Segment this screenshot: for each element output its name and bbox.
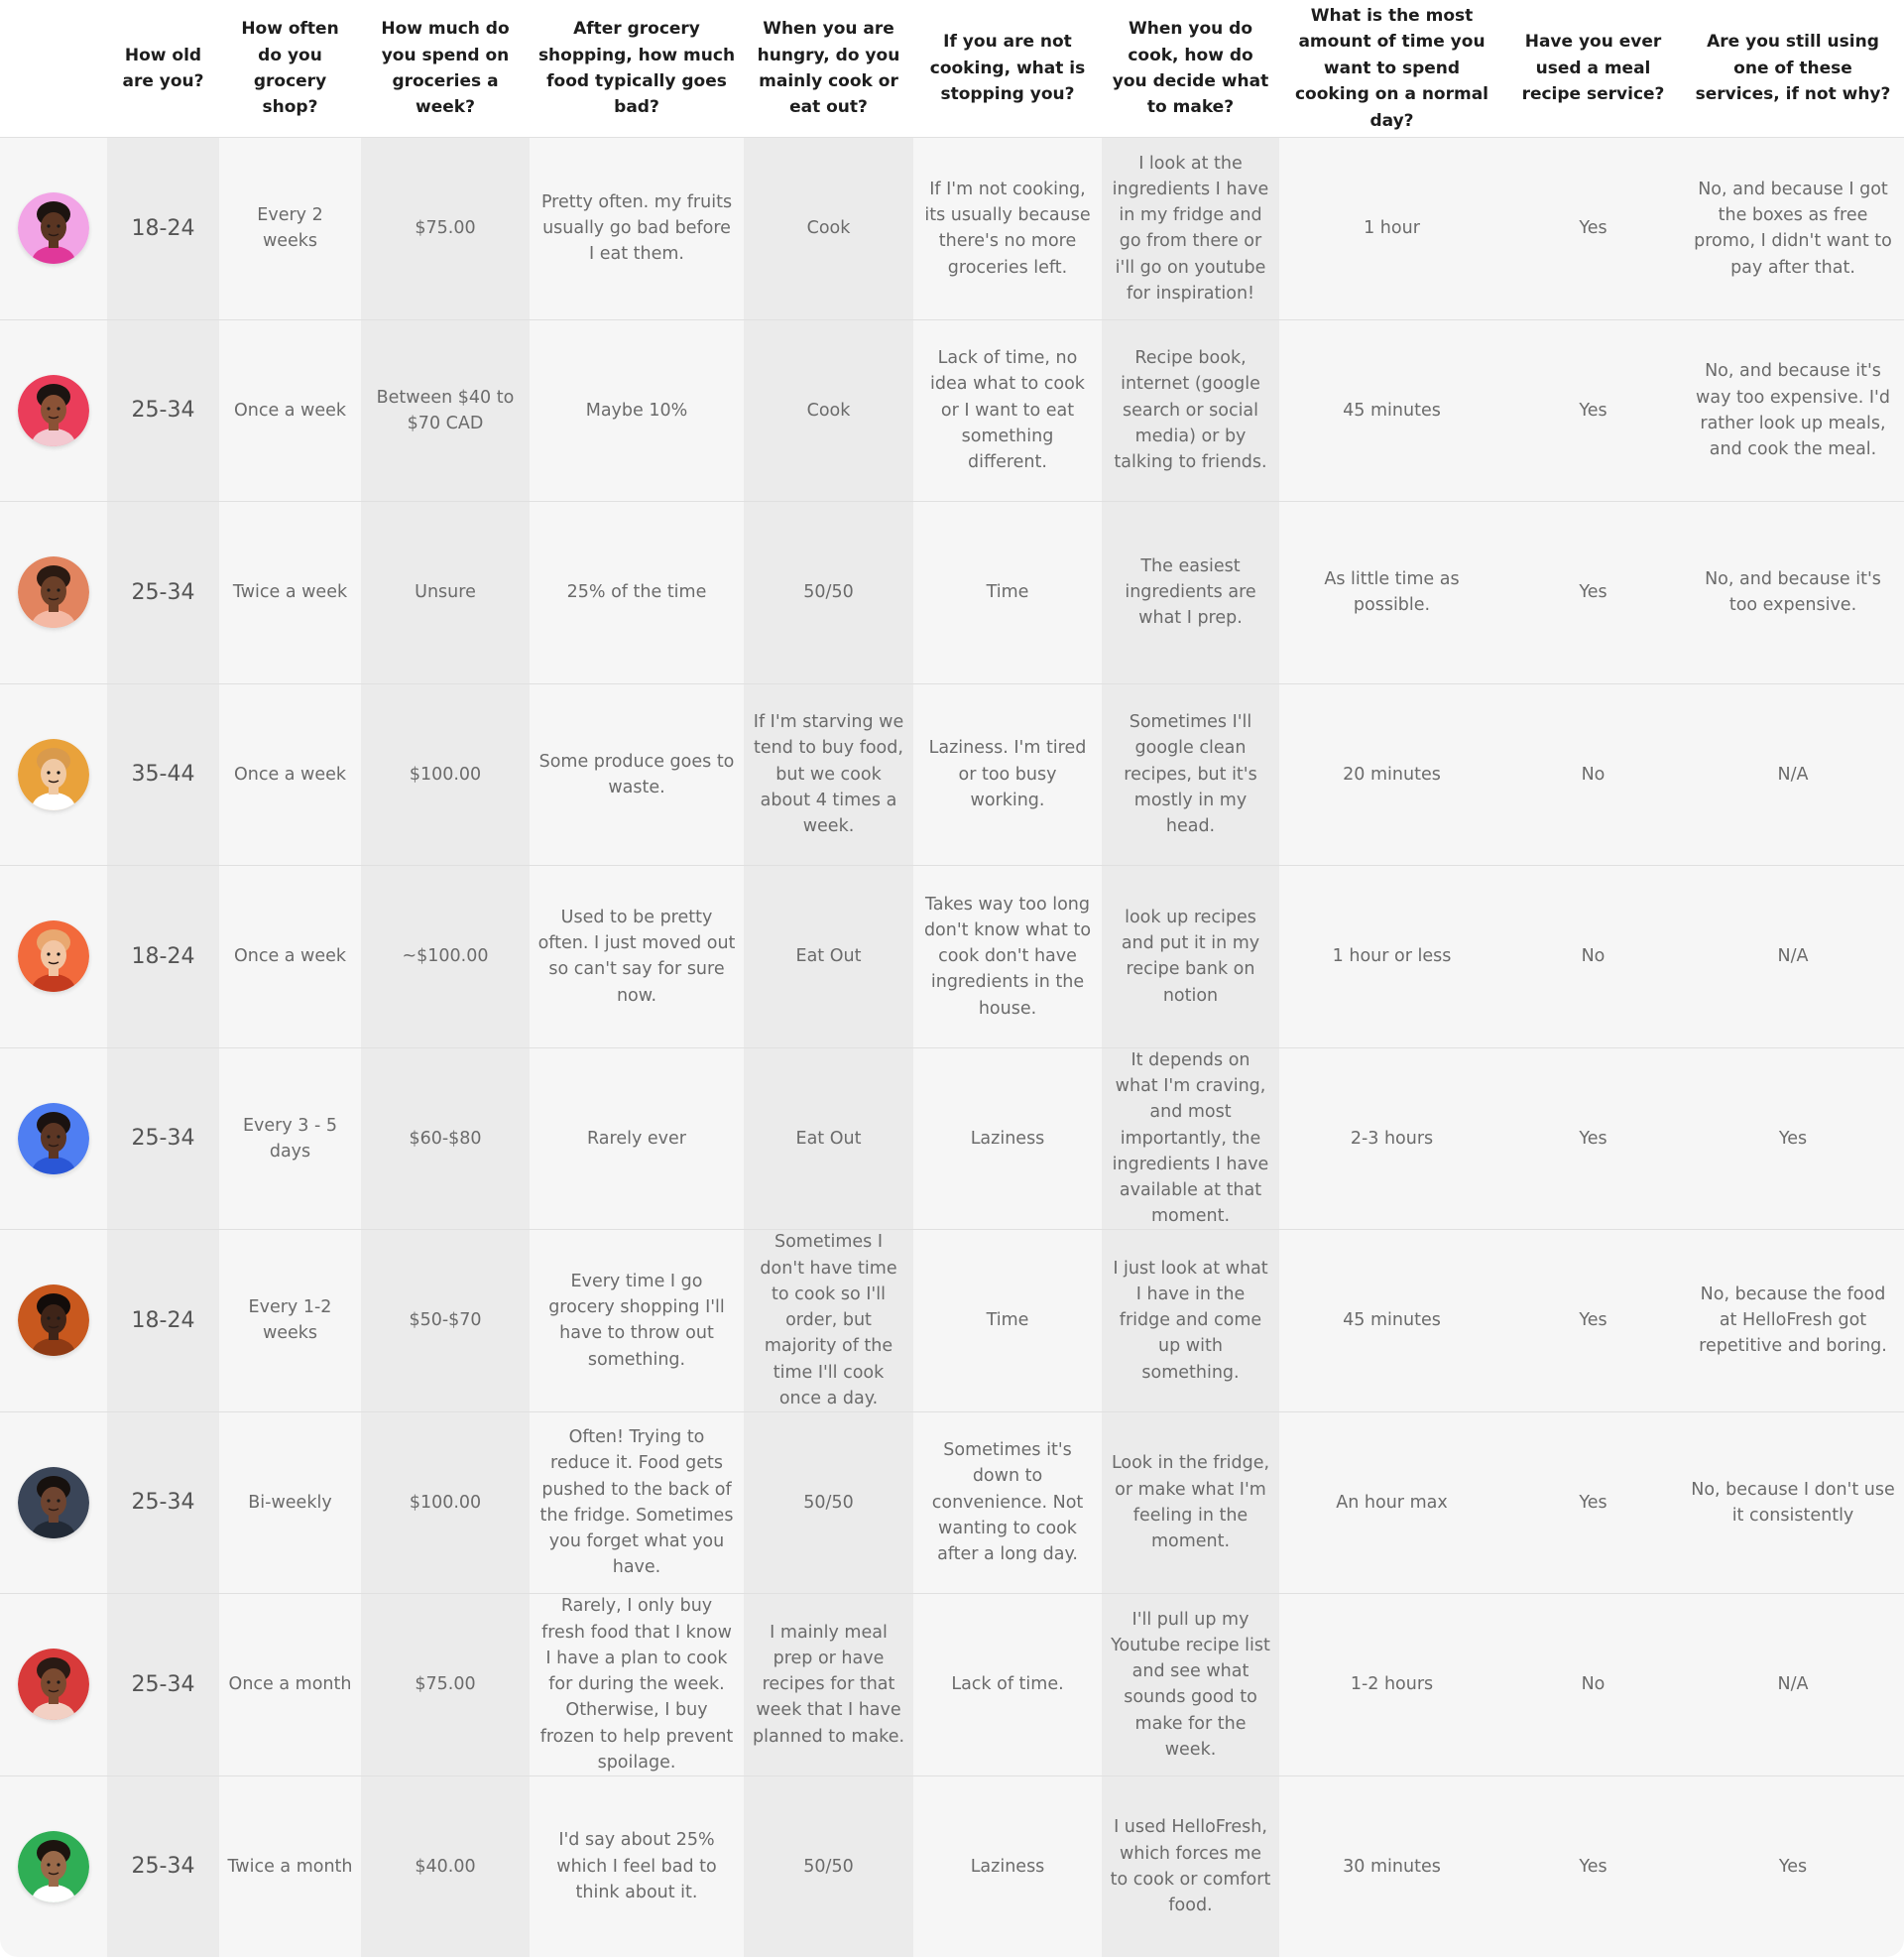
column-spend-header: How much do you spend on groceries a week? (361, 0, 530, 137)
answer-spend: $60-$80 (361, 1047, 530, 1230)
answer-max-time: 20 minutes (1279, 683, 1504, 866)
respondent-avatar-cell (0, 319, 107, 502)
answer-used-service: Yes (1504, 319, 1682, 502)
answer-decide: I look at the ingredients I have in my fridge and go from there or i'll go on youtube for inspiration! (1102, 137, 1279, 319)
answer-cook-or-eat-out: Sometimes I don't have time to cook so I'll order, but majority of the time I'll cook once a day. (744, 1229, 913, 1411)
answer-used-service: Yes (1504, 1047, 1682, 1230)
answer-waste: 25% of the time (530, 501, 744, 683)
answer-still-using: No, and because I got the boxes as free promo, I didn't want to pay after that. (1682, 137, 1904, 319)
avatar-man-beard-icon (18, 1467, 89, 1538)
answer-used-service: Yes (1504, 137, 1682, 319)
answer-waste: Rarely ever (530, 1047, 744, 1230)
answer-decide: The easiest ingredients are what I prep. (1102, 501, 1279, 683)
answer-used-service: Yes (1504, 501, 1682, 683)
answer-frequency: Every 2 weeks (219, 137, 361, 319)
answer-spend: ~$100.00 (361, 865, 530, 1047)
answer-still-using: No, because the food at HelloFresh got repetitive and boring. (1682, 1229, 1904, 1411)
answer-spend: Between $40 to $70 CAD (361, 319, 530, 502)
answer-age: 25-34 (107, 319, 219, 502)
answer-frequency: Twice a month (219, 1775, 361, 1957)
answer-age: 18-24 (107, 137, 219, 319)
answer-cook-or-eat-out: If I'm starving we tend to buy food, but we cook about 4 times a week. (744, 683, 913, 866)
avatar-man-short-hair-icon (18, 1103, 89, 1174)
answer-decide: I just look at what I have in the fridge and come up with something. (1102, 1229, 1279, 1411)
answer-waste: Some produce goes to waste. (530, 683, 744, 866)
answer-age: 25-34 (107, 1411, 219, 1594)
avatar-man-headset-icon (18, 1649, 89, 1720)
answer-barrier: Lack of time. (913, 1593, 1102, 1775)
answer-max-time: 30 minutes (1279, 1775, 1504, 1957)
answer-decide: Sometimes I'll google clean recipes, but it's mostly in my head. (1102, 683, 1279, 866)
answer-age: 18-24 (107, 865, 219, 1047)
answer-frequency: Every 3 - 5 days (219, 1047, 361, 1230)
answer-spend: $75.00 (361, 137, 530, 319)
answer-cook-or-eat-out: Cook (744, 137, 913, 319)
column-waste-header: After grocery shopping, how much food typically goes bad? (530, 0, 744, 137)
avatar-woman-curly-icon (18, 192, 89, 264)
column-service-header: Have you ever used a meal recipe service? (1504, 0, 1682, 137)
answer-max-time: 1 hour (1279, 137, 1504, 319)
avatar-woman-blonde-icon (18, 920, 89, 992)
answer-age: 25-34 (107, 1775, 219, 1957)
answer-age: 35-44 (107, 683, 219, 866)
answer-decide: Recipe book, internet (google search or social media) or by talking to friends. (1102, 319, 1279, 502)
answer-waste: Maybe 10% (530, 319, 744, 502)
respondent-avatar-cell (0, 1593, 107, 1775)
answer-cook-or-eat-out: I mainly meal prep or have recipes for that week that I have planned to make. (744, 1593, 913, 1775)
answer-waste: Often! Trying to reduce it. Food gets pushed to the back of the fridge. Sometimes you forget what you have. (530, 1411, 744, 1594)
answer-waste: Every time I go grocery shopping I'll have to throw out something. (530, 1229, 744, 1411)
avatar-woman-blonde-icon (18, 739, 89, 810)
answer-age: 18-24 (107, 1229, 219, 1411)
answer-cook-or-eat-out: 50/50 (744, 501, 913, 683)
column-frequency-header: How often do you grocery shop? (219, 0, 361, 137)
answer-still-using: No, and because it's way too expensive. I'd rather look up meals, and cook the meal. (1682, 319, 1904, 502)
column-barrier-header: If you are not cooking, what is stopping you? (913, 0, 1102, 137)
answer-cook-or-eat-out: Eat Out (744, 865, 913, 1047)
answer-max-time: An hour max (1279, 1411, 1504, 1594)
answer-decide: It depends on what I'm craving, and most importantly, the ingredients I have available at that moment. (1102, 1047, 1279, 1230)
respondent-avatar-cell (0, 137, 107, 319)
answer-decide: look up recipes and put it in my recipe bank on notion (1102, 865, 1279, 1047)
answer-barrier: Time (913, 501, 1102, 683)
answer-used-service: Yes (1504, 1229, 1682, 1411)
answer-max-time: 45 minutes (1279, 1229, 1504, 1411)
answer-max-time: 1 hour or less (1279, 865, 1504, 1047)
answer-frequency: Once a week (219, 319, 361, 502)
answer-frequency: Once a week (219, 865, 361, 1047)
answer-age: 25-34 (107, 1593, 219, 1775)
answer-max-time: 2-3 hours (1279, 1047, 1504, 1230)
answer-cook-or-eat-out: 50/50 (744, 1411, 913, 1594)
column-decide-header: When you do cook, how do you decide what to make? (1102, 0, 1279, 137)
answer-barrier: If I'm not cooking, its usually because there's no more groceries left. (913, 137, 1102, 319)
answer-waste: Used to be pretty often. I just moved out so can't say for sure now. (530, 865, 744, 1047)
answer-cook-or-eat-out: 50/50 (744, 1775, 913, 1957)
answer-waste: Pretty often. my fruits usually go bad before I eat them. (530, 137, 744, 319)
answer-decide: I used HelloFresh, which forces me to cook or comfort food. (1102, 1775, 1279, 1957)
column-still-using-header: Are you still using one of these services, if not why? (1682, 0, 1904, 137)
respondent-avatar-cell (0, 683, 107, 866)
answer-waste: Rarely, I only buy fresh food that I know I have a plan to cook for during the week. Otherwise, I buy frozen to help prevent spoilage. (530, 1593, 744, 1775)
respondent-avatar-cell (0, 865, 107, 1047)
answer-used-service: No (1504, 1593, 1682, 1775)
respondent-avatar-cell (0, 1775, 107, 1957)
respondent-avatar-cell (0, 1229, 107, 1411)
answer-cook-or-eat-out: Eat Out (744, 1047, 913, 1230)
answer-still-using: N/A (1682, 683, 1904, 866)
answer-spend: $100.00 (361, 1411, 530, 1594)
answer-age: 25-34 (107, 1047, 219, 1230)
respondent-avatar-cell (0, 1411, 107, 1594)
avatar-woman-long-hair-icon (18, 375, 89, 446)
answer-decide: Look in the fridge, or make what I'm feeling in the moment. (1102, 1411, 1279, 1594)
answer-age: 25-34 (107, 501, 219, 683)
answer-still-using: N/A (1682, 1593, 1904, 1775)
answer-used-service: No (1504, 865, 1682, 1047)
answer-barrier: Laziness. I'm tired or too busy working. (913, 683, 1102, 866)
column-cook-header: When you are hungry, do you mainly cook or eat out? (744, 0, 913, 137)
answer-used-service: Yes (1504, 1411, 1682, 1594)
column-time-header: What is the most amount of time you want to spend cooking on a normal day? (1279, 0, 1504, 137)
answer-decide: I'll pull up my Youtube recipe list and see what sounds good to make for the week. (1102, 1593, 1279, 1775)
answer-still-using: No, and because it's too expensive. (1682, 501, 1904, 683)
answer-max-time: 1-2 hours (1279, 1593, 1504, 1775)
answer-barrier: Laziness (913, 1775, 1102, 1957)
answer-still-using: Yes (1682, 1047, 1904, 1230)
answer-spend: $40.00 (361, 1775, 530, 1957)
answer-spend: Unsure (361, 501, 530, 683)
answer-barrier: Laziness (913, 1047, 1102, 1230)
answer-barrier: Time (913, 1229, 1102, 1411)
column-avatar-header (0, 0, 107, 137)
answer-frequency: Every 1-2 weeks (219, 1229, 361, 1411)
avatar-man-glasses-beard-icon (18, 1831, 89, 1902)
answer-cook-or-eat-out: Cook (744, 319, 913, 502)
answer-still-using: N/A (1682, 865, 1904, 1047)
answer-frequency: Bi-weekly (219, 1411, 361, 1594)
avatar-man-curly-icon (18, 1284, 89, 1356)
answer-spend: $100.00 (361, 683, 530, 866)
avatar-woman-curly-icon (18, 556, 89, 628)
answer-still-using: Yes (1682, 1775, 1904, 1957)
answer-barrier: Lack of time, no idea what to cook or I want to eat something different. (913, 319, 1102, 502)
answer-max-time: 45 minutes (1279, 319, 1504, 502)
column-age-header: How old are you? (107, 0, 219, 137)
answer-used-service: Yes (1504, 1775, 1682, 1957)
respondent-avatar-cell (0, 1047, 107, 1230)
answer-barrier: Sometimes it's down to convenience. Not wanting to cook after a long day. (913, 1411, 1102, 1594)
answer-used-service: No (1504, 683, 1682, 866)
answer-max-time: As little time as possible. (1279, 501, 1504, 683)
answer-spend: $50-$70 (361, 1229, 530, 1411)
answer-waste: I'd say about 25% which I feel bad to think about it. (530, 1775, 744, 1957)
respondent-avatar-cell (0, 501, 107, 683)
answer-frequency: Once a month (219, 1593, 361, 1775)
answer-spend: $75.00 (361, 1593, 530, 1775)
answer-frequency: Twice a week (219, 501, 361, 683)
answer-barrier: Takes way too long don't know what to cook don't have ingredients in the house. (913, 865, 1102, 1047)
answer-frequency: Once a week (219, 683, 361, 866)
answer-still-using: No, because I don't use it consistently (1682, 1411, 1904, 1594)
